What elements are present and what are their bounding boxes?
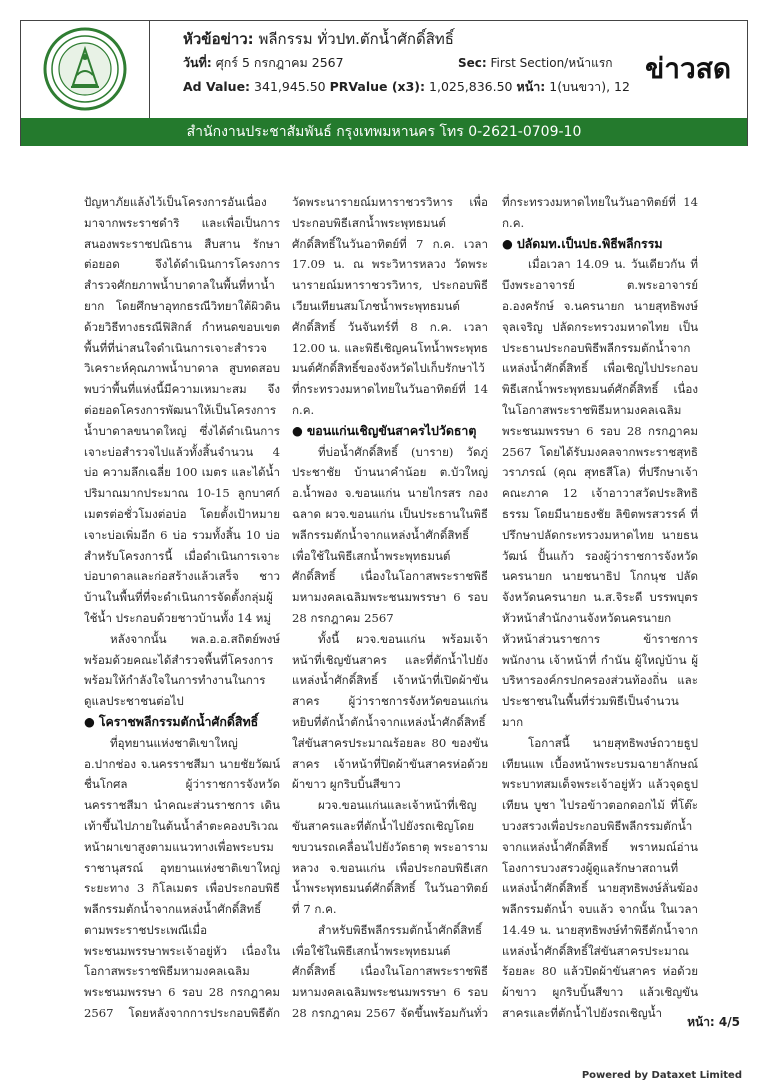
headline-label: หัวข้อข่าว: (183, 30, 254, 48)
bullet-icon: ● (502, 235, 513, 251)
bangkok-seal-logo (43, 27, 127, 111)
ad-value: 341,945.50 (254, 79, 326, 94)
page-label: หน้า: (516, 79, 546, 94)
section-label: Sec: (458, 56, 487, 70)
paragraph: เมื่อเวลา 14.09 น. วันเดียวกัน ที่บึงพระอาจารย์ ต.พระอาจารย์ อ.องครักษ์ จ.นครนายก นายสุทธิพงษ์ จุลเจริญ ปลัดกระทรวงมหาดไทย เป็นประธานประกอบพิธีพลีกรรมตักน้ำจากแหล่งน้ำศักดิ์สิทธิ์ เพื่อเชิญไปประกอบพิธีเสกน้ำพระพุทธมนต์ศักดิ์สิทธิ์ เนื่องในโอกาสพระราชพิธีมหามงคลเฉลิมพระชนมพรรษา 6 รอบ 28 กรกฎาคม 2567 โดยได้รับมงคลจากพระราชสุทธิวราภรณ์ (คุณ สุทธสีโล) ที่ปรึกษาเจ้าคณะภาค 12 เจ้าอาวาสวัดประสิทธิธรรม โดยมีนายธงชัย ลิขิตพรสวรรค์ ที่ปรึกษาปลัดกระทรวงมหาดไทย นายธนวัฒน์ ปั้นแก้ว รองผู้ว่าราชการจังหวัดนครนายก นายชนาธิป โกกนุช ปลัดจังหวัดนครนายก น.ส.จิระดี บรรพบุตร หัวหน้าสำนักงานจังหวัดนครนายก หัวหน้าส่วนราชการ ข้าราชการ พนักงาน เจ้าหน้าที่ กำนัน ผู้ใหญ่บ้าน ผู้บริหารองค์กรปกครองส่วนท้องถิ่น และประชาชนในพื้นที่ร่วมพิธีเป็นจำนวนมาก (502, 257, 698, 729)
paragraph: ที่กระทรวงมหาดไทยในวันอาทิตย์ที่ 14 ก.ค. (502, 195, 698, 230)
pr-value: 1,025,836.50 (429, 79, 513, 94)
page-value: 1(บนขวา), 12 (549, 79, 630, 94)
paragraph: วัดพระนารายณ์มหาราชวรวิหาร เพื่อประกอบพิธีเสกน้ำพระพุทธมนต์ศักดิ์สิทธิ์ในวันอาทิตย์ที่ 7 ก.ค. เวลา 17.09 น. ณ พระวิหารหลวง วัดพระนารายณ์มหาราชวรวิหาร, ประกอบพิธีเวียนเทียนสมโภชน้ำพระพุทธมนต์ศักดิ์สิทธิ์ วันจันทร์ที่ 8 ก.ค. เวลา 12.00 น. และพิธีเชิญคนโทน้ำพระพุทธมนต์ศักดิ์สิทธิ์ของจังหวัดไปเก็บรักษาไว้ที่กระทรวงมหาดไทยในวันอาทิตย์ที่ 14 ก.ค. (292, 195, 488, 417)
headline: พลีกรรม ทั่วปท.ตักน้ำศักดิ์สิทธิ์ (258, 30, 454, 48)
date-label: วันที่: (183, 55, 212, 70)
agency-bar: สำนักงานประชาสัมพันธ์ กรุงเทพมหานคร โทร 0-2621-0709-10 (21, 118, 747, 146)
paragraph: ที่อุทยานแห่งชาติเขาใหญ่ อ.ปากช่อง จ.นครราชสีมา นายชัยวัฒน์ ชื่นโกศล ผู้ว่าราชการจังหวัดนครราชสีมา นำคณะส่วนราชการ เดินเท้าขึ้นไปภายในต้นน้ำลำตะคองบริเวณหน้าผาเขาสูงตามแนวทางเพื่อพระบรมราชานุสรณ์ อุทยานแห่งชาติเขาใหญ่ ระยะทาง 3 กิโลเมตร เพื่อประกอบพิธีพลีกรรมตักน้ำจากแหล่งน้ำศักดิ์สิทธิ์ ตามพระราชประเพณีเมื่อพระชนมพรรษาพระเจ้าอยู่หัว เนื่องในโอกาสพระราชพิธีมหามงคลเฉลิมพระชนมพรรษา 6 รอบ 28 กรกฎาคม 2567 โดยหลังจากการประกอบพิธีตัก (84, 735, 280, 1021)
bullet-icon: ● (84, 713, 95, 729)
section-value: First Section/หน้าแรก (490, 56, 613, 70)
page-number: หน้า: 4/5 (687, 1015, 740, 1029)
news-type-label: ข่าวสด (645, 52, 731, 85)
paragraph: ผวจ.ขอนแก่นและเจ้าหน้าที่เชิญขันสาครและที่ตักน้ำไปยังรถเชิญโดยขบวนรถเคลื่อนไปยังวัดธาตุ พระอารามหลวง จ.ขอนแก่น เพื่อประกอบพิธีเสกน้ำพระพุทธมนต์ศักดิ์สิทธิ์ ในวันอาทิตย์ที่ 7 ก.ค. (292, 798, 488, 917)
ad-value-label: Ad Value: (183, 79, 251, 94)
clipping-header (20, 20, 748, 146)
subheading: ● โคราชพลีกรรมตักน้ำศักดิ์สิทธิ์ (84, 713, 259, 729)
subheading: ● ปลัดมท.เป็นปธ.พิธีพลีกรรม (502, 235, 663, 251)
paragraph: สำหรับพิธีพลีกรรมตักน้ำศักดิ์สิทธิ์ เพื่อใช้ในพิธีเสกน้ำพระพุทธมนต์ศักดิ์สิทธิ์ เนื่องในโอกาสพระราชพิธีมหามงคลเฉลิมพระชนมพรรษา 6 รอบ 28 กรกฎาคม 2567 จัดขึ้นพร้อมกันทั่ว (292, 922, 488, 1021)
article-column-2 (292, 192, 488, 1024)
date-value: ศุกร์ 5 กรกฎาคม 2567 (215, 55, 344, 70)
paragraph: ที่บ่อน้ำศักดิ์สิทธิ์ (บาราย) วัดภู่ประชาชัย บ้านนาคำน้อย ต.บัวใหญ่ อ.น้ำพอง จ.ขอนแก่น นายไกรสร กองฉลาด ผวจ.ขอนแก่น เป็นประธานในพิธีพลีกรรมตักน้ำจากแหล่งน้ำศักดิ์สิทธิ์ เพื่อใช้ในพิธีเสกน้ำพระพุทธมนต์ศักดิ์สิทธิ์ เนื่องในโอกาสพระราชพิธีมหามงคลเฉลิมพระชนมพรรษา 6 รอบ 28 กรกฎาคม 2567 (292, 444, 488, 625)
pr-value-label: PRValue (x3): (329, 79, 426, 94)
bullet-icon: ● (292, 422, 303, 438)
article-column-3 (502, 192, 698, 1024)
paragraph: ทั้งนี้ ผวจ.ขอนแก่น พร้อมเจ้าหน้าที่เชิญขันสาคร และที่ตักน้ำไปยังแหล่งน้ำศักดิ์สิทธิ์ เจ้าหน้าที่เปิดผ้าขันสาคร ผู้ว่าราชการจังหวัดขอนแก่น หยิบที่ตักน้ำตักน้ำจากแหล่งน้ำศักดิ์สิทธิ์ใส่ขันสาครประมาณร้อยละ 80 ของขันสาคร เจ้าหน้าที่ปิดผ้าขันสาครห่อด้วยผ้าขาว ผูกริบบิ้นสีขาว (292, 631, 488, 792)
logo-box (21, 21, 150, 118)
article-body (84, 192, 698, 1024)
powered-by: Powered by Dataxet Limited (581, 1070, 742, 1081)
paragraph: ปัญหาภัยแล้งไว้เป็นโครงการอันเนื่องมาจากพระราชดำริ และเพื่อเป็นการสนองพระราชปณิธาน สืบสาน รักษา ต่อยอด จึงได้ดำเนินการโครงการ สำรวจศักยภาพน้ำบาดาลในพื้นที่หาน้ำยาก โดยศึกษาอุทกธรณีวิทยาใต้ผิวดินด้วยวิธีทางธรณีฟิสิกส์ กำหนดขอบเขตพื้นที่ที่น่าสนใจดำเนินการเจาะสำรวจ วิเคราะห์คุณภาพน้ำบาดาล สูบทดสอบ พบว่าพื้นที่แห่งนี้มีความเหมาะสม จึงต่อยอดโครงการพัฒนาให้เป็นโครงการน้ำบาดาลขนาดใหญ่ ซึ่งได้ดำเนินการเจาะบ่อสำรวจไปแล้วทั้งสิ้นจำนวน 4 บ่อ ความลึกเฉลี่ย 100 เมตร และได้น้ำปริมาณมากประมาณ 10-15 ลูกบาศก์เมตรต่อชั่วโมงต่อบ่อ โดยตั้งเป้าหมายเจาะบ่อเพิ่มอีก 6 บ่อ รวมทั้งสิ้น 10 บ่อ สำหรับโครงการนี้ เมื่อดำเนินการเจาะบ่อบาดาลและก่อสร้างแล้วเสร็จ ชาวบ้านในพื้นที่ที่จะดำเนินการจัดตั้งกลุ่มผู้ใช้น้ำ ประกอบด้วยชาวบ้านทั้ง 14 หมู่ (84, 195, 280, 625)
subheading: ● ขอนแก่นเชิญขันสาครไปวัดธาตุ (292, 422, 477, 438)
clipping-meta (183, 27, 630, 99)
article-column-1 (84, 192, 280, 1024)
paragraph: โอกาสนี้ นายสุทธิพงษ์ถวายธูปเทียนแพ เบื้องหน้าพระบรมฉายาลักษณ์พระบาทสมเด็จพระเจ้าอยู่หัว แล้วจุดธูปเทียน บูชา ไปรอข้าวตอกดอกไม้ ที่โต๊ะบวงสรวงเพื่อประกอบพิธีพลีกรรมตักน้ำจากแหล่งน้ำศักดิ์สิทธิ์ พราหมณ์อ่านโองการบวงสรวงผู้ดูแลรักษาสถานที่แหล่งน้ำศักดิ์สิทธิ์ นายสุทธิพงษ์ลั่นฆ้องพลีกรรมตักน้ำ จบแล้ว จากนั้น ในเวลา 14.49 น. นายสุทธิพงษ์ทำพิธีตักน้ำจากแหล่งน้ำศักดิ์สิทธิ์ใส่ขันสาครประมาณร้อยละ 80 แล้วปิดผ้าขันสาคร ห่อด้วยผ้าขาว ผูกริบบิ้นสีขาว แล้วเชิญขันสาครและที่ตักน้ำไปยังรถเชิญน้ำ (502, 735, 698, 1021)
paragraph: หลังจากนั้น พล.อ.อ.สถิตย์พงษ์ พร้อมด้วยคณะได้สำรวจพื้นที่โครงการพร้อมให้กำลังใจในการทำงานในการดูแลประชาชนต่อไป (84, 631, 280, 709)
